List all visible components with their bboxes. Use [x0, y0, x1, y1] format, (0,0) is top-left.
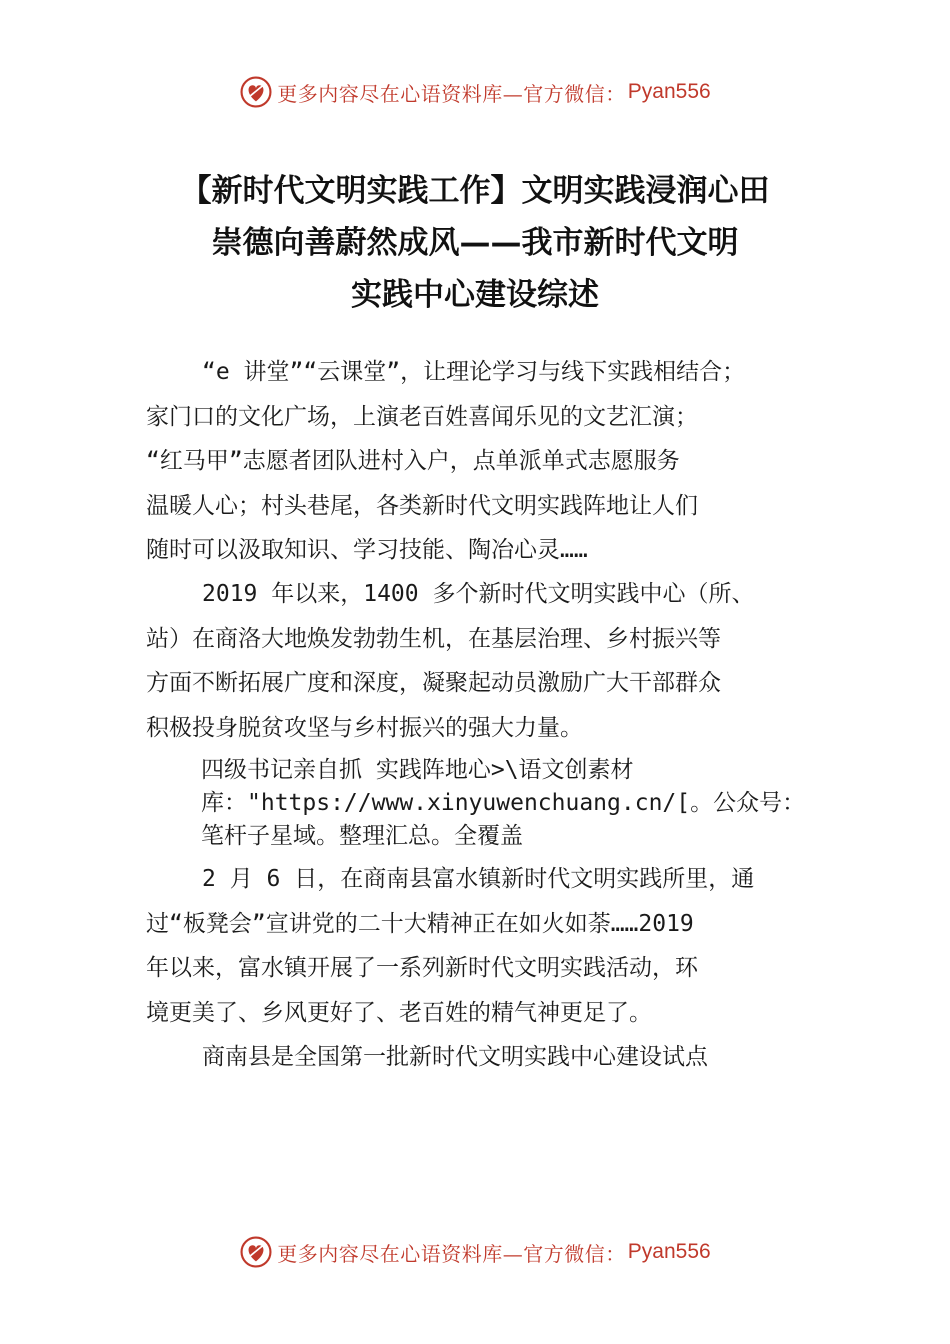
- paragraph-line: 积极投身脱贫攻坚与乡村振兴的强大力量。: [146, 714, 583, 741]
- watermark-text: 更多内容尽在心语资料库—官方微信：: [277, 1241, 626, 1266]
- paragraph-line: 站）在商洛大地焕发勃勃生机，在基层治理、乡村振兴等: [146, 625, 721, 652]
- paragraph-fushui: [146, 857, 826, 1035]
- paragraph-line: 境更美了、乡风更好了、老百姓的精气神更足了。: [146, 999, 652, 1026]
- paragraph-line: 温暖人心；村头巷尾，各类新时代文明实践阵地让人们: [146, 492, 698, 519]
- paragraph-line: 四级书记亲自抓 实践阵地心>\语文创素材: [201, 757, 634, 783]
- paragraph-intro: [146, 350, 826, 573]
- paragraph-line: 过“板凳会”宣讲党的二十大精神正在如火如荼……2019: [146, 910, 694, 937]
- paragraph-shangnan: [146, 1035, 826, 1080]
- paragraph-line: 商南县是全国第一批新时代文明实践中心建设试点: [202, 1044, 708, 1070]
- title-line: 崇德向善蔚然成风——我市新时代文明: [211, 225, 739, 261]
- section-subheading: [201, 754, 831, 853]
- watermark-text: 更多内容尽在心语资料库—官方微信：: [277, 81, 626, 106]
- title-line: 【新时代文明实践工作】文明实践浸润心田: [180, 173, 770, 209]
- paragraph-line: 2019 年以来，1400 多个新时代文明实践中心（所、: [202, 581, 755, 607]
- document-title: [110, 165, 840, 321]
- paragraph-line: 库："https://www.xinyuwenchuang.cn/[。公众号：: [201, 790, 806, 816]
- watermark-handle: Pyan556: [627, 80, 711, 103]
- heart-logo-icon: [239, 75, 273, 109]
- paragraph-line: “e 讲堂”“云课堂”，让理论学习与线下实践相结合；: [202, 359, 746, 385]
- paragraph-overview: [146, 572, 826, 750]
- paragraph-line: 家门口的文化广场，上演老百姓喜闻乐见的文艺汇演；: [146, 403, 698, 430]
- paragraph-line: 方面不断拓展广度和深度，凝聚起动员激励广大干部群众: [146, 670, 721, 696]
- header-watermark: [0, 72, 950, 112]
- heart-logo-icon: [239, 1235, 273, 1269]
- footer-watermark: [0, 1232, 950, 1272]
- title-line: 实践中心建设综述: [351, 277, 599, 313]
- paragraph-line: 年以来，富水镇开展了一系列新时代文明实践活动，环: [146, 955, 698, 981]
- paragraph-line: 2 月 6 日，在商南县富水镇新时代文明实践所里，通: [202, 866, 755, 892]
- watermark-handle: Pyan556: [627, 1240, 711, 1263]
- paragraph-line: 随时可以汲取知识、学习技能、陶冶心灵……: [146, 537, 588, 563]
- paragraph-line: 笔杆子星域。整理汇总。全覆盖: [201, 823, 523, 849]
- paragraph-line: “红马甲”志愿者团队进村入户，点单派单式志愿服务: [146, 448, 680, 474]
